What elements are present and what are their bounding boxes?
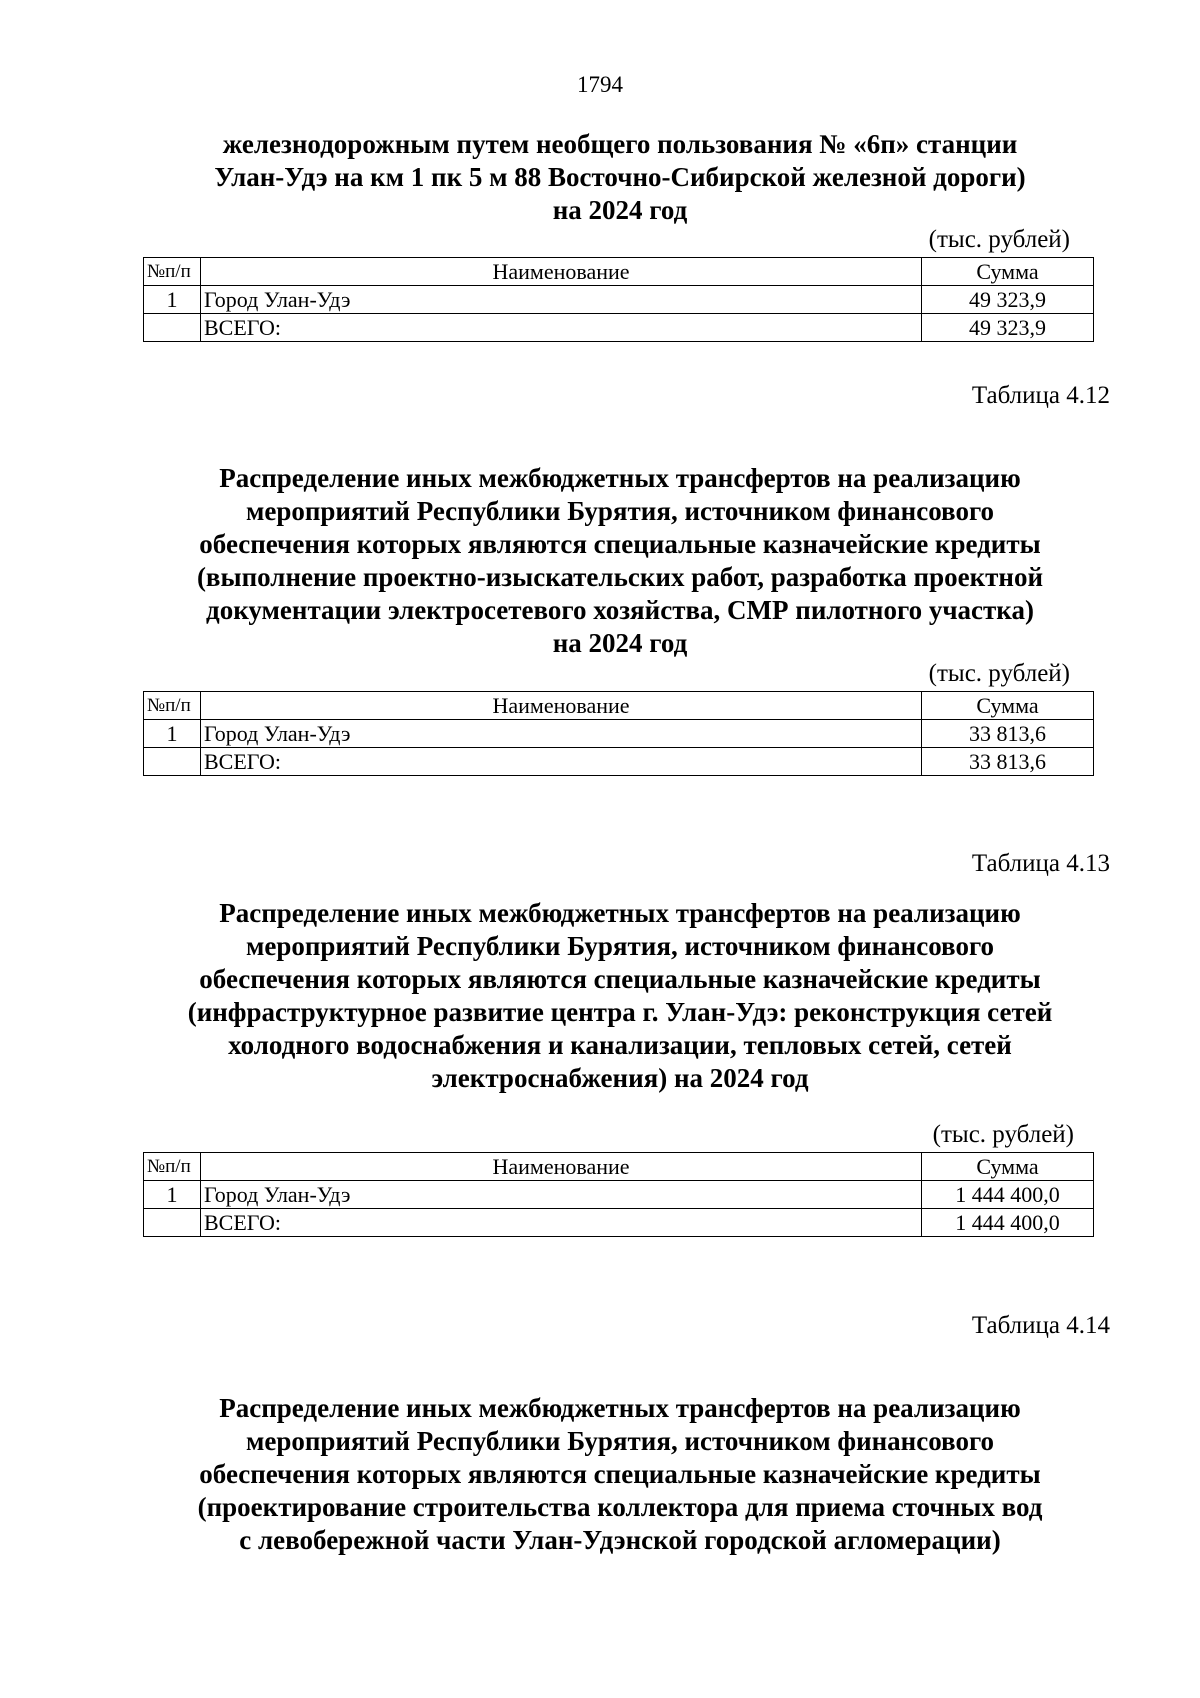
col-header-sum: Сумма	[922, 258, 1094, 286]
row-name: Город Улан-Удэ	[201, 1181, 922, 1209]
col-header-sum: Сумма	[922, 1153, 1094, 1181]
section3-title-line: (инфраструктурное развитие центра г. Улан-Удэ: реконструкция сетей	[187, 997, 1053, 1027]
col-header-number: №п/п	[144, 258, 201, 286]
total-sum: 33 813,6	[922, 748, 1094, 776]
col-header-name: Наименование	[201, 258, 922, 286]
table-header-row	[144, 258, 1094, 286]
section3-title-line: холодного водоснабжения и канализации, тепловых сетей, сетей	[228, 1030, 1012, 1060]
total-number-cell	[144, 748, 201, 776]
col-header-name: Наименование	[201, 1153, 922, 1181]
total-label: ВСЕГО:	[201, 314, 922, 342]
total-number-cell	[144, 314, 201, 342]
table-total-row	[144, 1209, 1094, 1237]
row-sum: 49 323,9	[922, 286, 1094, 314]
total-sum: 1 444 400,0	[922, 1209, 1094, 1237]
section4-title-line: (проектирование строительства коллектора для приема сточных вод	[197, 1492, 1043, 1522]
table-total-row	[144, 748, 1094, 776]
section3-units: (тыс. рублей)	[932, 1121, 1074, 1148]
section1-units: (тыс. рублей)	[928, 226, 1070, 253]
col-header-sum: Сумма	[922, 692, 1094, 720]
page-number: 1794	[577, 72, 623, 97]
section2-title-line: документации электросетевого хозяйства, СМР пилотного участка)	[206, 595, 1034, 625]
row-name: Город Улан-Удэ	[201, 720, 922, 748]
table-row	[144, 286, 1094, 314]
section1-title-line: на 2024 год	[552, 195, 688, 225]
section3-table-label: Таблица 4.13	[971, 850, 1110, 877]
section4-title-line: обеспечения которых являются специальные казначейские кредиты	[199, 1459, 1041, 1489]
row-sum: 33 813,6	[922, 720, 1094, 748]
total-label: ВСЕГО:	[201, 748, 922, 776]
total-sum: 49 323,9	[922, 314, 1094, 342]
row-number: 1	[144, 286, 201, 314]
section1-title-line: Улан-Удэ на км 1 пк 5 м 88 Восточно-Сибирской железной дороги)	[214, 162, 1026, 192]
section3-table	[143, 1152, 1094, 1237]
section3-title	[140, 897, 1100, 1095]
row-number: 1	[144, 1181, 201, 1209]
section3-title-line: обеспечения которых являются специальные казначейские кредиты	[199, 964, 1041, 994]
col-header-name: Наименование	[201, 692, 922, 720]
section3-title-line: электроснабжения) на 2024 год	[431, 1063, 809, 1093]
section4-title	[140, 1392, 1100, 1557]
table-header-row	[144, 1153, 1094, 1181]
row-sum: 1 444 400,0	[922, 1181, 1094, 1209]
section2-title-line: на 2024 год	[552, 628, 688, 658]
section4-title-line: с левобережной части Улан-Удэнской городской агломерации)	[239, 1525, 1001, 1555]
section2-title-line: (выполнение проектно-изыскательских работ, разработка проектной	[196, 562, 1044, 592]
table-row	[144, 720, 1094, 748]
table-total-row	[144, 314, 1094, 342]
section2-table-label: Таблица 4.12	[971, 382, 1110, 409]
section1-title-line: железнодорожным путем необщего пользования № «6п» станции	[222, 129, 1018, 159]
section1-title	[140, 128, 1100, 227]
table-row	[144, 1181, 1094, 1209]
section1-table	[143, 257, 1094, 342]
section2-units: (тыс. рублей)	[928, 660, 1070, 687]
section2-table	[143, 691, 1094, 776]
section4-title-line: Распределение иных межбюджетных трансфертов на реализацию	[219, 1393, 1021, 1423]
total-number-cell	[144, 1209, 201, 1237]
section3-title-line: Распределение иных межбюджетных трансфертов на реализацию	[219, 898, 1021, 928]
section2-title-line: обеспечения которых являются специальные казначейские кредиты	[199, 529, 1041, 559]
section2-title	[140, 462, 1100, 660]
col-header-number: №п/п	[144, 692, 201, 720]
section4-table-label: Таблица 4.14	[971, 1312, 1110, 1339]
col-header-number: №п/п	[144, 1153, 201, 1181]
total-label: ВСЕГО:	[201, 1209, 922, 1237]
section2-title-line: мероприятий Республики Бурятия, источником финансового	[245, 496, 995, 526]
table-header-row	[144, 692, 1094, 720]
section2-title-line: Распределение иных межбюджетных трансфертов на реализацию	[219, 463, 1021, 493]
row-number: 1	[144, 720, 201, 748]
row-name: Город Улан-Удэ	[201, 286, 922, 314]
section3-title-line: мероприятий Республики Бурятия, источником финансового	[245, 931, 995, 961]
section4-title-line: мероприятий Республики Бурятия, источником финансового	[245, 1426, 995, 1456]
